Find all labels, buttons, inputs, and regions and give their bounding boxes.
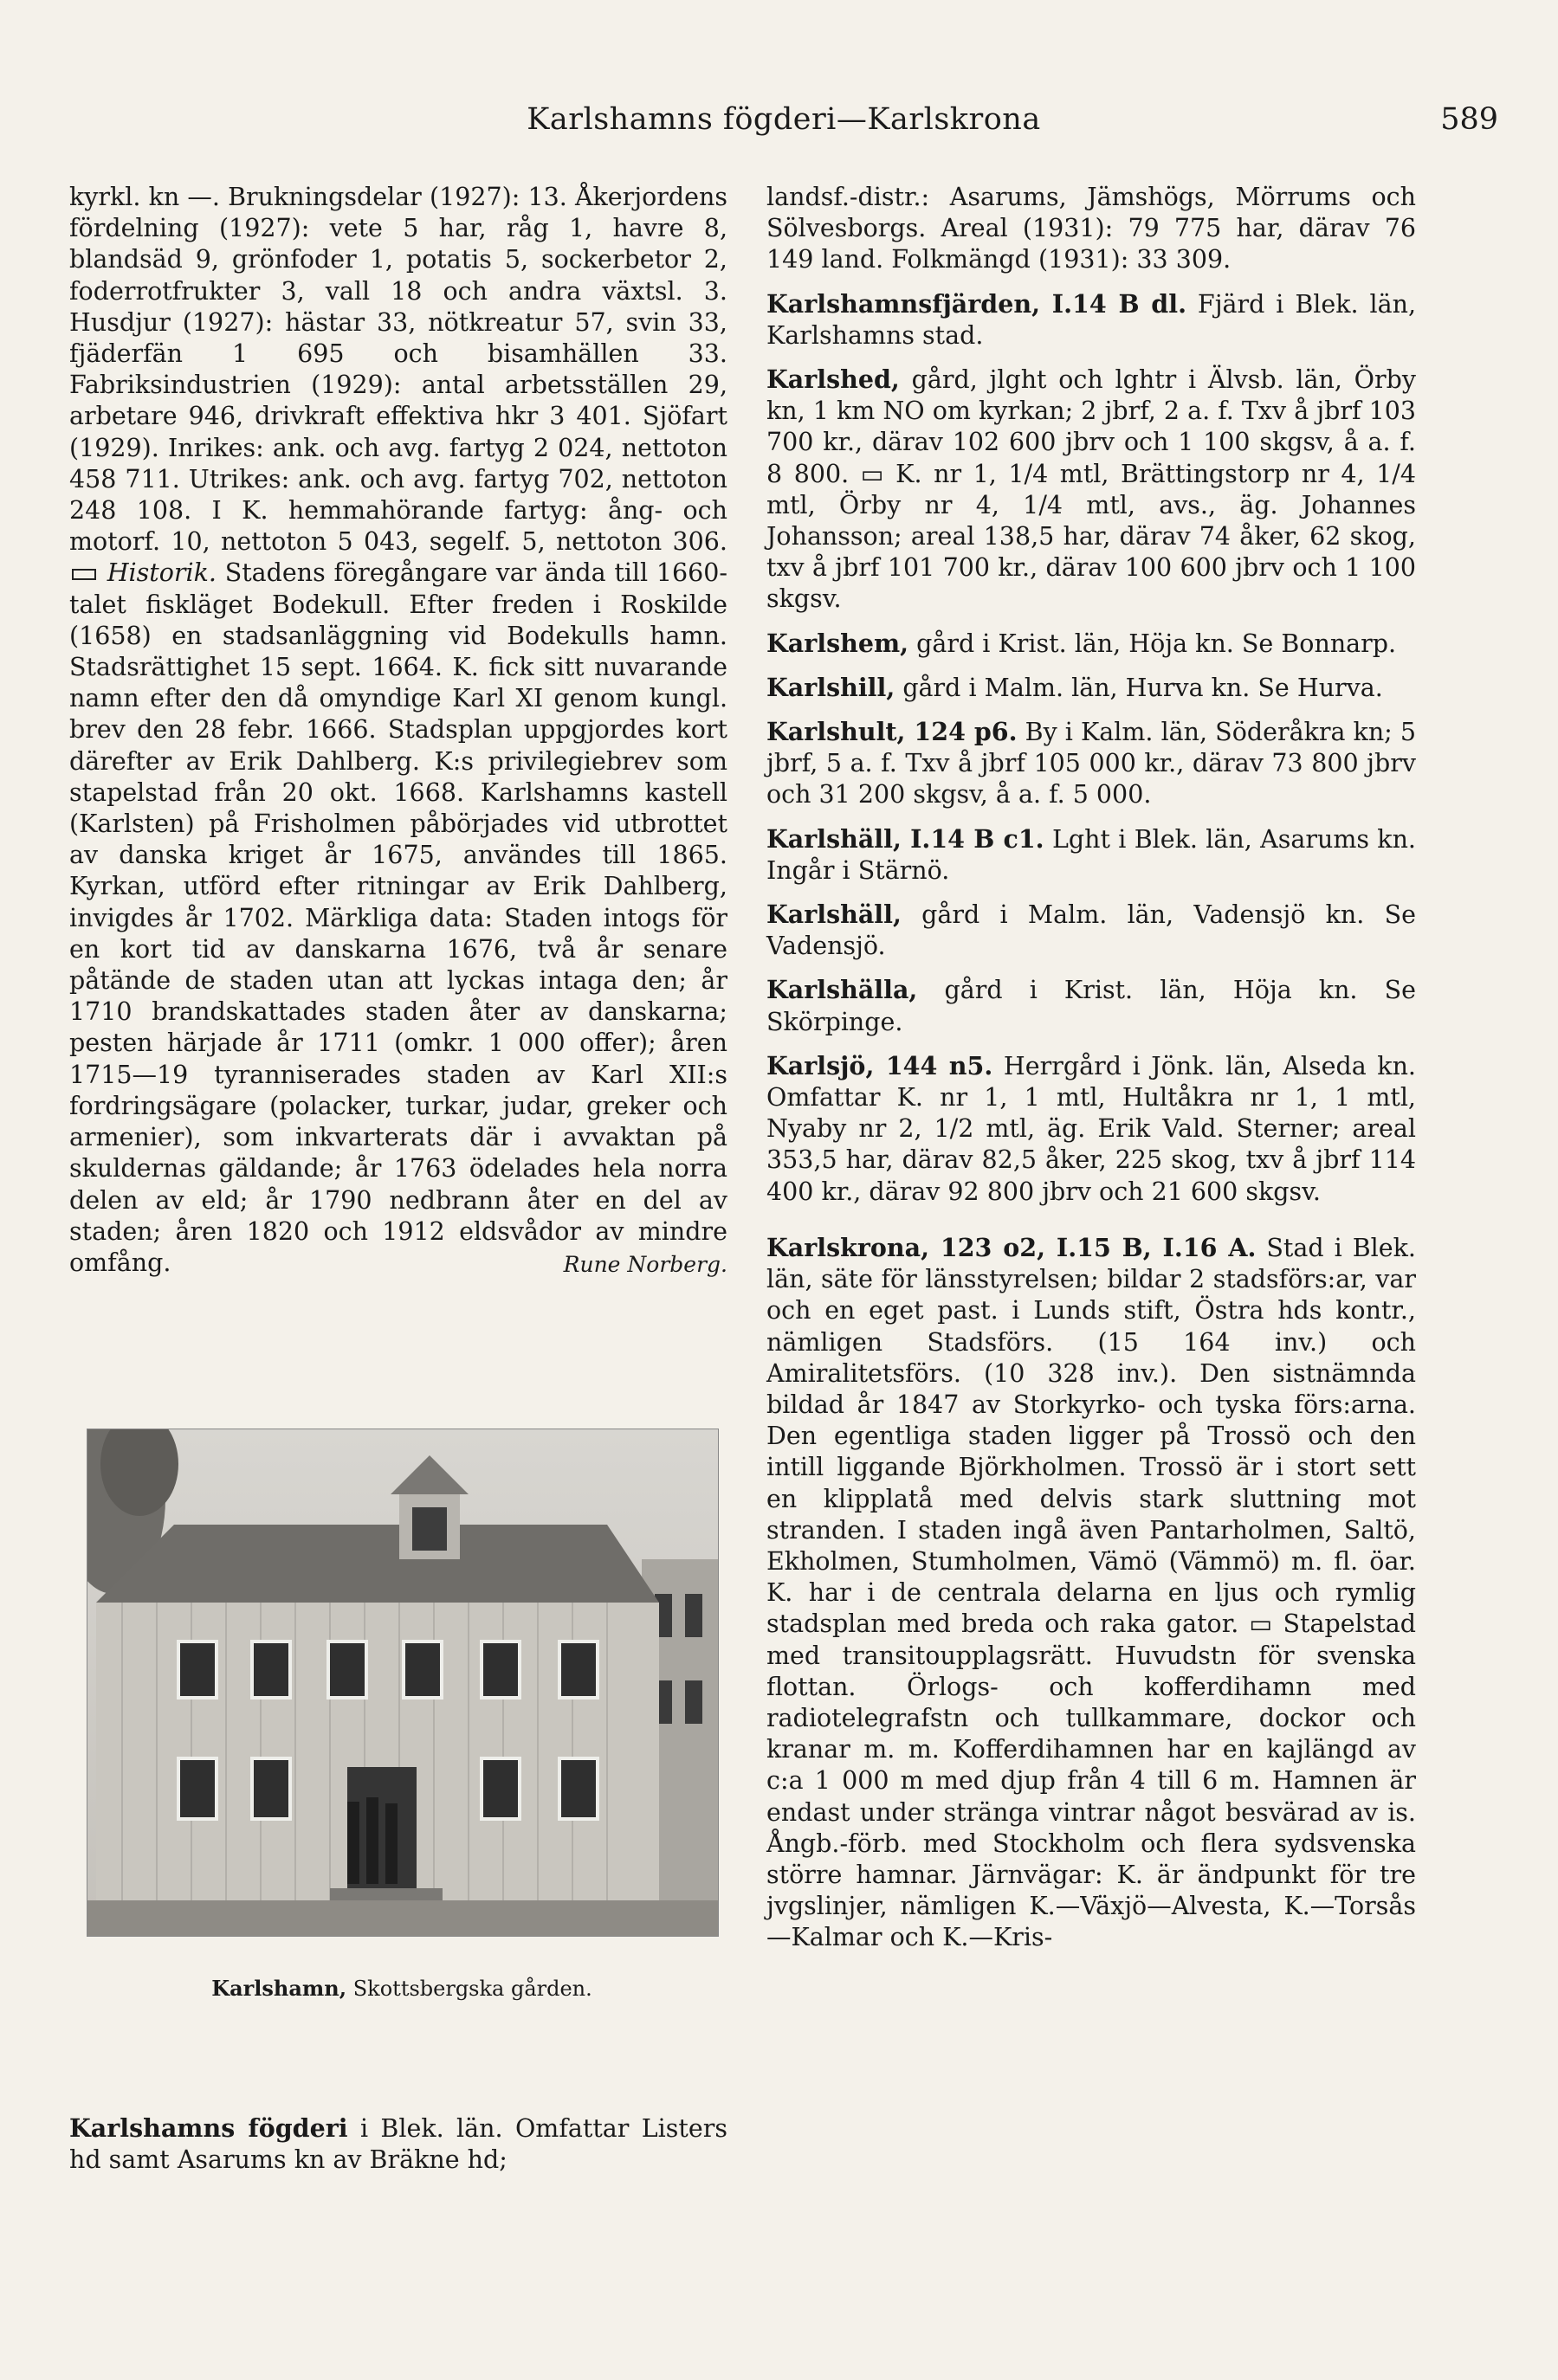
entry-karlshall-blek — [766, 823, 1416, 887]
intro-paragraph — [69, 182, 727, 1279]
entry-text: Herrgård i Jönk. län, Alseda kn. Omfattar K. nr 1, 1 mtl, Hultåkra nr 1, 1 mtl, Nyaby nr 2, 1/2 mtl, äg. Erik Vald. Sterner; areal 353,5 har, därav 82,5 åker, 225 skog, txv å jbrf 114 400 kr., därav 92 800 jbrv och 21 600 skgsv. — [766, 1051, 1416, 1206]
historik-label: Historik. — [107, 558, 217, 588]
page-number: 589 — [1440, 102, 1498, 137]
running-title: Karlshamns fögderi—Karlskrona — [527, 102, 1041, 137]
fogderi-entry — [69, 2112, 727, 2176]
entry-karlskrona — [766, 1232, 1416, 1954]
entry-text: Fjärd i Blek. län, Karlshamns stad. — [766, 289, 1417, 350]
entry-headword: Karlshult, 124 p6. — [766, 717, 1018, 747]
intro-text: kyrkl. kn —. Brukningsdelar (1927): 13. Åkerjordens fördelning (1927): vete 5 har, råg 1, havre 8, blandsäd 9, grönfoder 1, potatis 5, sockerbetor 2, foderrotfrukter 3, vall 18 och andra växtsl. 3. Husdjur (1927): hästar 33, nötkreatur 57, svin 33, fjäderfän 1 695 och bisamhällen 33. Fabriksindustrien (1929): antal arbetsställen 29, arbetare 946, drivkraft effektiva hkr 3 401. Sjöfart (1929). Inrikes: ank. och avg. fartyg 2 024, nettoton 458 711. Utrikes: ank. och avg. fartyg 702, nettoton 248 108. I K. hemmahörande fartyg: ång- och motorf. 10, nettoton 5 043, segelf. 5, nettoton 306. — [69, 183, 727, 557]
entry-text: Stad i Blek. län, säte för länsstyrelsen; bildar 2 stadsförs:ar, var och en eget past. i Lunds stift, Östra hds kontr., nämligen Stadsförs. (15 164 inv.) och Amiralitetsförs. (10 328 inv.). Den sistnämnda bildad år 1847 av Storkyrko- och tyska förs:arna. Den egentliga staden ligger på Trossö och den intill liggande Björkholmen. Trossö är i stort sett en klipplatå med delvis stark sluttning mot stranden. I staden ingå även Pantarholmen, Saltö, Ekholmen, Stumholmen, Vämö (Vämmö) m. fl. öar. K. har i de centrala delarna en ljus och rymlig stadsplan med breda och raka gator. ▭ Stapelstad med transitoupplagsrätt. Huvudstn för svenska flottan. Örlogs- och kofferdihamn med radiotelegrafstn och tullkammare, dockor och kranar m. m. Kofferdihamnen har en kajlängd av c:a 1 000 m med djup från 4 till 6 m. Hamnen är endast under stränga vintrar något besvärad av is. Ångb.-förb. med Stockholm och flera sydsvenska större hamnar. Järnvägar: K. är ändpunkt för tre jvgslinjer, nämligen K.—Växjö—Alvesta, K.—Torsås—Kalmar och K.—Kris- — [766, 1233, 1416, 1952]
section-symbol-icon — [72, 569, 96, 580]
caption-text: Skottsbergska gården. — [352, 1977, 592, 2001]
entry-text: gård i Malm. län, Hurva kn. Se Hurva. — [902, 673, 1383, 702]
entry-karlshult — [766, 716, 1416, 811]
caption-title: Karlshamn, — [211, 1976, 347, 2001]
entry-headword: Karlshed, — [766, 364, 900, 395]
entry-headword: Karlshäll, — [766, 900, 902, 930]
entry-text: landsf.-distr.: Asarums, Jämshögs, Mörrums och Sölvesborgs. Areal (1931): 79 775 har, därav 76 149 land. Folkmängd (1931): 33 309. — [766, 183, 1416, 274]
entry-text: By i Kalm. län, Söderåkra kn; 5 jbrf, 5 a. f. Txv å jbrf 105 000 kr., därav 73 800 jbrv och 31 200 skgsv, å a. f. 5 000. — [766, 718, 1417, 809]
entry-text: gård i Krist. län, Höja kn. Se Bonnarp. — [916, 629, 1397, 658]
entry-headword: Karlshem, — [766, 628, 909, 658]
building-photo-icon — [87, 1429, 719, 1937]
entry-text: gård i Krist. län, Höja kn. Se Skörpinge. — [766, 976, 1416, 1036]
right-column — [766, 182, 1416, 1966]
entry-text: gård i Malm. län, Vadensjö kn. Se Vadensjö. — [766, 900, 1417, 961]
entry-headword: Karlshäll, I.14 B c1. — [766, 823, 1044, 854]
fogderi-text: i Blek. län. Omfattar Listers hd samt Asarums kn av Bräkne hd; — [69, 2114, 727, 2175]
entry-text: Lght i Blek. län, Asarums kn. Ingår i Stärnö. — [766, 824, 1416, 885]
entry-karlshalla — [766, 974, 1416, 1037]
entry-continuation — [766, 182, 1416, 276]
historik-text: Stadens föregångare var ända till 1660-talet fiskläget Bodekull. Efter freden i Roskilde (1658) en stadsanläggning vid Bodekulls hamn. Stadsrättighet 15 sept. 1664. K. fick sitt nuvarande namn efter den då omyndige Karl XI genom kungl. brev den 28 febr. 1666. Stadsplan uppgjordes kort därefter av Erik Dahlberg. K:s privilegiebrev som stapelstad från 20 okt. 1668. Karlshamns kastell (Karlsten) på Frisholmen påbörjades vid utbrottet av danska kriget år 1675, användes till 1865. Kyrkan, utförd efter ritningar av Erik Dahlberg, invigdes år 1702. Märkliga data: Staden intogs för en kort tid av danskarna 1676, två år senare påtände de staden utan att lyckas intaga den; år 1710 brandskattades staden åter av danskarna; pesten härjade år 1711 (omkr. 1 000 offer); åren 1715—19 tyranniserades staden av Karl XII:s fordringsägare (polacker, turkar, judar, greker och armenier), som inkvarterats där i avvaktan på skuldernas gäldande; år 1763 ödelades hela norra delen av eld; år 1790 nedbrann åter en del av staden; åren 1820 och 1912 eldsvådor av mindre omfång. — [69, 558, 728, 1277]
entry-karlshall-malm — [766, 899, 1416, 962]
photo-caption — [87, 1976, 717, 2001]
entry-headword: Karlshamnsfjärden, I.14 B dl. — [766, 288, 1186, 319]
entry-headword: Karlskrona, 123 o2, I.15 B, I.16 A. — [766, 1232, 1257, 1262]
entry-headword: Karlshill, — [766, 672, 895, 702]
author-signature: Rune Norberg. — [563, 1252, 727, 1278]
entry-karlshamnsfjarden — [766, 288, 1416, 352]
fogderi-headword: Karlshamns fögderi — [69, 2113, 348, 2143]
left-column — [69, 182, 727, 1280]
fogderi-paragraph — [69, 2112, 727, 2176]
entry-karlshem — [766, 628, 1416, 660]
entry-karlshed — [766, 364, 1416, 616]
entry-karlsjo — [766, 1050, 1416, 1208]
entry-headword: Karlshälla, — [766, 975, 918, 1005]
entry-karlshill — [766, 672, 1416, 704]
page-header — [69, 102, 1498, 145]
entry-text: gård, jlght och lghtr i Älvsb. län, Örby kn, 1 km NO om kyrkan; 2 jbrf, 2 a. f. Txv å jbrf 103 700 kr., därav 102 600 jbrv och 1 100 skgsv, å a. f. 8 800. ▭ K. nr 1, 1/4 mtl, Brättingstorp nr 4, 1/4 mtl, Örby nr 4, 1/4 mtl, avs., äg. Johannes Johansson; areal 138,5 har, därav 74 åker, 62 skog, txv å jbrf 101 700 kr., därav 100 600 jbrv och 1 100 skgsv. — [766, 365, 1417, 614]
entry-headword: Karlsjö, 144 n5. — [766, 1050, 993, 1080]
